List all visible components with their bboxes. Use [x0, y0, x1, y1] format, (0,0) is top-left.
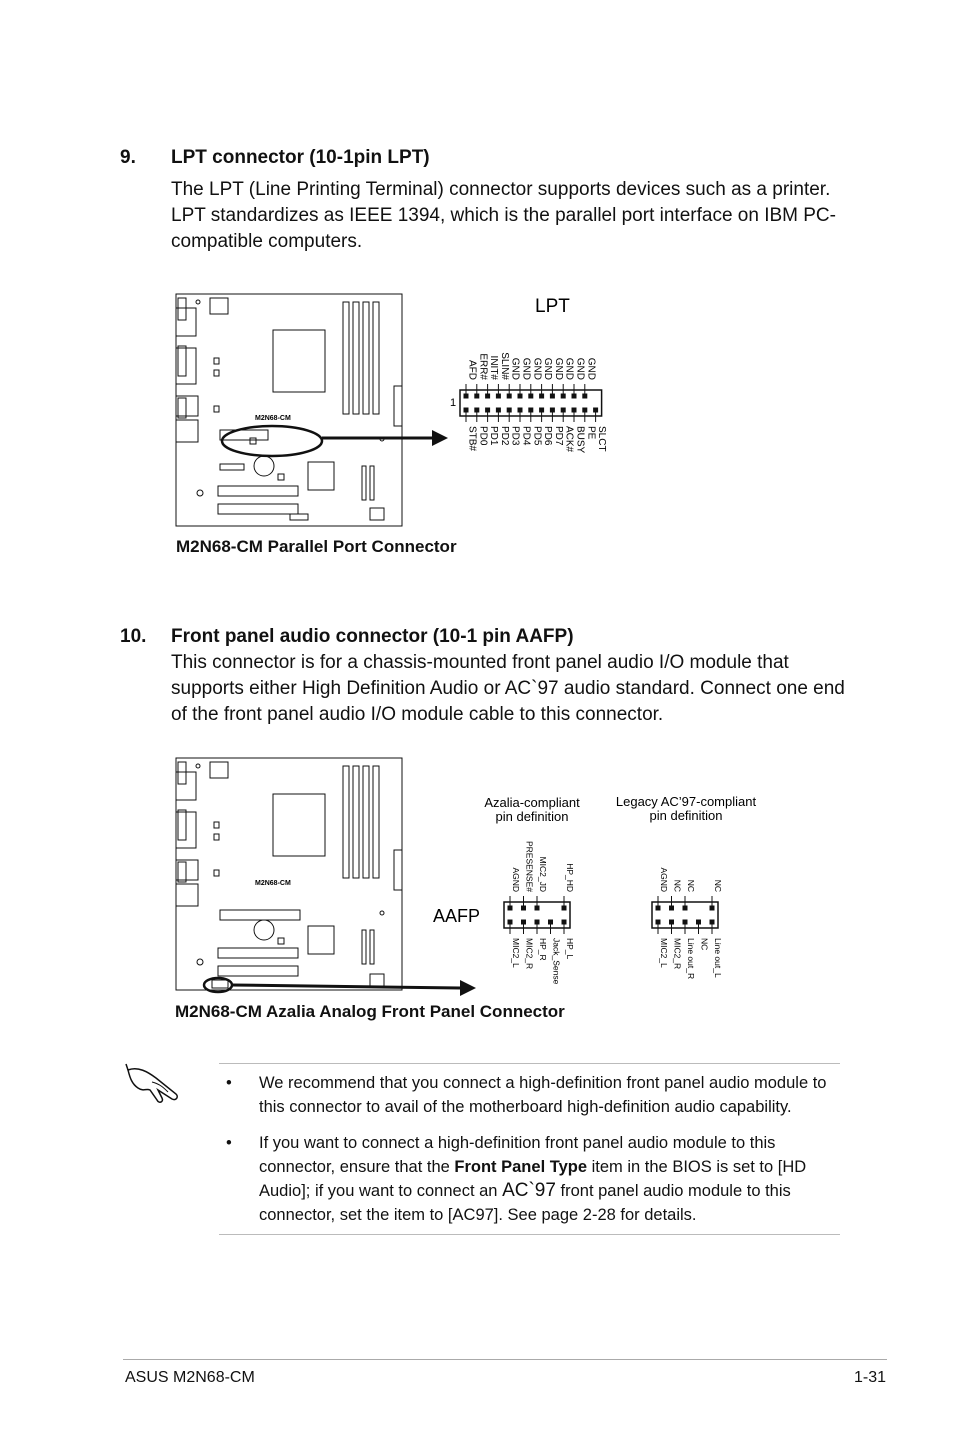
- pin-label-top: GND: [585, 357, 597, 380]
- pin-label-bottom: PD4: [520, 426, 532, 446]
- header-pin: [507, 394, 512, 399]
- section-10-number: 10.: [120, 626, 147, 647]
- lpt-pin1-label: 1: [450, 397, 457, 409]
- motherboard-illustration-2: [176, 758, 402, 990]
- header-pin: [535, 906, 540, 911]
- note-item-2-text-a: If you want to connect a high-definition front panel audio module to this connector, ensure that the: [259, 1134, 776, 1176]
- pin-label-top: AGND: [658, 867, 669, 892]
- header-pin: [710, 906, 715, 911]
- aafp-diagram: [170, 752, 790, 1002]
- header-pin: [507, 408, 512, 413]
- header-pin: [561, 394, 566, 399]
- pin-label-top: GND: [542, 357, 554, 380]
- board-label-1: M2N68-CM: [255, 415, 291, 422]
- header-pin: [550, 408, 555, 413]
- pin-label-bottom: MIC2_R: [672, 938, 683, 970]
- azalia-title-2: pin definition: [495, 809, 569, 824]
- section-9-caption: M2N68-CM Parallel Port Connector: [176, 537, 457, 556]
- section-10-caption: M2N68-CM Azalia Analog Front Panel Connector: [175, 1002, 565, 1021]
- header-pin: [528, 394, 533, 399]
- header-pin: [521, 906, 526, 911]
- pin-label-top: NC: [685, 879, 696, 892]
- pin-label-bottom: BUSY: [574, 426, 586, 454]
- section-10-body: This connector is for a chassis-mounted front panel audio I/O module that supports either High Definition Audio or AC`97 audio standard. Connect one end of the front panel audio I/O module cable to this connector.: [171, 652, 845, 725]
- note-item-2-bold: Front Panel Type: [454, 1158, 588, 1176]
- pin-label-bottom: Line out_R: [685, 938, 696, 980]
- pin-label-bottom: SLCT: [596, 426, 608, 452]
- pin-label-bottom: PD1: [488, 426, 500, 446]
- pin-label-bottom: NC: [699, 938, 710, 951]
- header-pin: [464, 408, 469, 413]
- pin-label-top: ERR#: [477, 353, 489, 380]
- aafp-pointer-arrow: [232, 985, 460, 988]
- header-pin: [683, 920, 688, 925]
- header-pin: [485, 408, 490, 413]
- pin-label-top: HP_HD: [564, 863, 575, 892]
- pin-label-bottom: PD2: [498, 426, 510, 446]
- pin-label-top: AFD: [466, 360, 478, 380]
- pin-label-top: NC: [712, 879, 723, 892]
- note-item-2: [259, 1131, 844, 1227]
- header-pin: [683, 906, 688, 911]
- header-pin: [582, 408, 587, 413]
- pin-label-bottom: PD5: [531, 426, 543, 446]
- footer-page-number: 1-31: [853, 1369, 886, 1386]
- pin-label-top: GND: [509, 357, 521, 380]
- header-pin: [508, 906, 513, 911]
- header-pin: [521, 920, 526, 925]
- header-pin: [550, 394, 555, 399]
- lpt-pin-header: [460, 352, 607, 453]
- pin-label-bottom: PE: [585, 426, 597, 440]
- pin-label-bottom: HP_R: [537, 938, 548, 961]
- note-bottom-rule: [219, 1234, 840, 1235]
- header-pin: [669, 906, 674, 911]
- pin-label-bottom: Line out_L: [712, 938, 723, 978]
- note-bullet-2: •: [226, 1134, 232, 1152]
- aafp-connector-label: AAFP: [433, 906, 481, 926]
- header-pin: [528, 408, 533, 413]
- header-pin: [548, 920, 553, 925]
- header-pin: [562, 906, 567, 911]
- pin-label-bottom: PD7: [552, 426, 564, 446]
- header-pin: [539, 394, 544, 399]
- lpt-highlight-ring: [222, 426, 322, 456]
- header-pin: [485, 394, 490, 399]
- header-pin: [562, 920, 567, 925]
- header-pin: [539, 408, 544, 413]
- header-pin: [572, 394, 577, 399]
- header-pin: [508, 920, 513, 925]
- azalia-title-1: Azalia-compliant: [484, 795, 580, 810]
- header-pin: [496, 394, 501, 399]
- header-pin: [593, 408, 598, 413]
- legacy-title-2: pin definition: [649, 808, 723, 823]
- header-pin: [696, 920, 701, 925]
- header-pin: [561, 408, 566, 413]
- azalia-pin-header: [504, 841, 575, 985]
- pin-label-top: GND: [574, 357, 586, 380]
- board-label-2: M2N68-CM: [255, 880, 291, 887]
- header-pin: [518, 394, 523, 399]
- pin-label-bottom: ACK#: [563, 426, 575, 453]
- header-pin: [669, 920, 674, 925]
- header-pin: [535, 920, 540, 925]
- pin-label-top: AGND: [510, 867, 521, 892]
- pin-label-bottom: MIC2_R: [524, 938, 535, 970]
- lpt-diagram: [170, 288, 640, 528]
- header-pin: [572, 408, 577, 413]
- section-9-body: The LPT (Line Printing Terminal) connector supports devices such as a printer. LPT standardizes as IEEE 1394, which is the parallel port interface on IBM PC-compatible computers.: [171, 179, 836, 252]
- header-pin: [474, 408, 479, 413]
- note-hand-icon: [124, 1058, 184, 1106]
- pin-label-bottom: HP_L: [564, 938, 575, 960]
- section-9-number: 9.: [120, 147, 136, 168]
- pin-label-top: GND: [552, 357, 564, 380]
- note-bullet-1: •: [226, 1074, 232, 1092]
- header-pin: [474, 394, 479, 399]
- legacy-pin-header: [652, 867, 723, 979]
- pin-label-top: GND: [531, 357, 543, 380]
- section-10-title: Front panel audio connector (10-1 pin AAFP): [171, 626, 574, 647]
- section-9-title: LPT connector (10-1pin LPT): [171, 147, 430, 168]
- pin-label-top: MIC2_JD: [537, 856, 548, 892]
- note-item-2-ac97: AC`97: [502, 1180, 556, 1201]
- pin-label-top: SLIN#: [498, 352, 510, 380]
- pin-label-top: PRESENSE#: [524, 840, 535, 892]
- pin-label-bottom: PD6: [542, 426, 554, 446]
- header-pin: [656, 906, 661, 911]
- pin-label-top: NC: [672, 879, 683, 892]
- pin-label-bottom: MIC2_L: [658, 938, 669, 968]
- pin-label-top: GND: [563, 357, 575, 380]
- header-pin: [496, 408, 501, 413]
- note-item-2-text-b: item in the BIOS is set to [HD Audio]; if you want to connect an: [259, 1158, 807, 1200]
- header-pin: [656, 920, 661, 925]
- header-pin: [464, 394, 469, 399]
- footer-left: ASUS M2N68-CM: [125, 1369, 255, 1386]
- pin-label-bottom: PD0: [477, 426, 489, 446]
- pin-label-bottom: MIC2_L: [510, 938, 521, 968]
- lpt-connector-label: LPT: [535, 296, 570, 317]
- note-top-rule: [219, 1063, 840, 1064]
- note-item-2-text-c: front panel audio module to this connector, set the item to [AC97]. See page 2-28 for details.: [259, 1182, 791, 1224]
- pin-label-bottom: PD3: [509, 426, 521, 446]
- legacy-title-1: Legacy AC’97-compliant: [615, 794, 757, 809]
- header-pin: [710, 920, 715, 925]
- note-item-1: We recommend that you connect a high-definition front panel audio module to this connector to avail of the motherboard high-definition audio capability.: [259, 1074, 827, 1116]
- header-pin: [518, 408, 523, 413]
- pin-label-bottom: STB#: [466, 426, 478, 452]
- pin-label-top: INIT#: [488, 355, 500, 380]
- header-pin: [582, 394, 587, 399]
- pin-label-top: GND: [520, 357, 532, 380]
- motherboard-illustration-1: [176, 294, 402, 526]
- pin-label-bottom: Jack_Sense: [551, 938, 562, 985]
- footer-rule: [123, 1359, 887, 1360]
